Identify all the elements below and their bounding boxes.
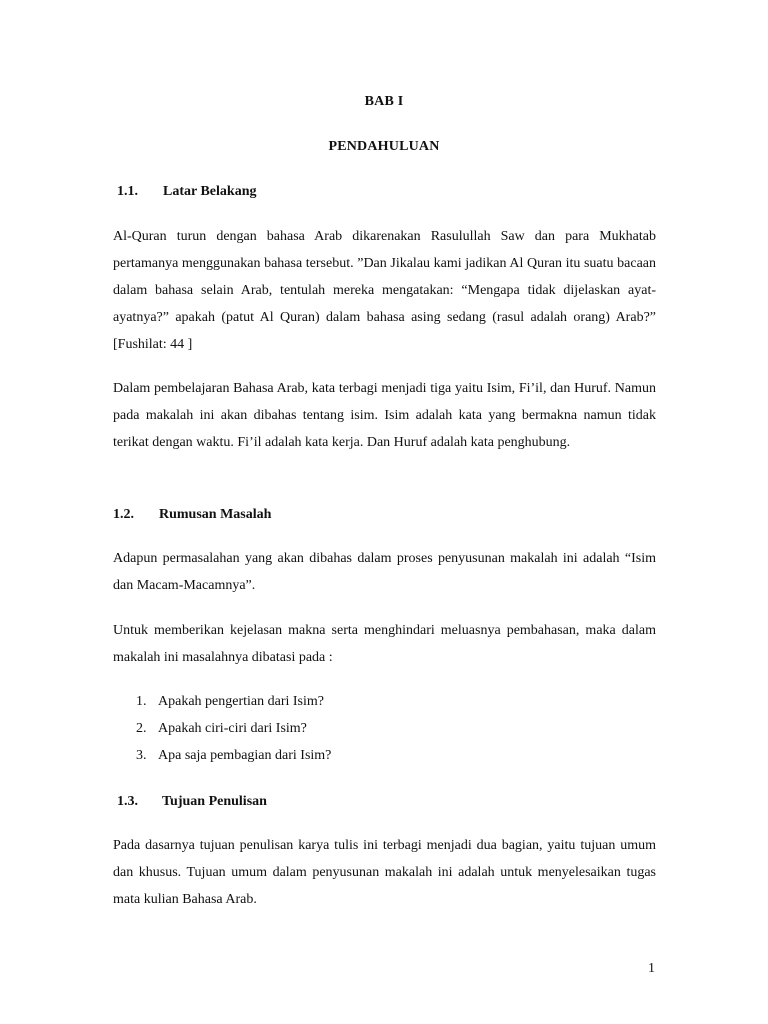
list-item-number: 2. bbox=[136, 721, 147, 736]
paragraph-rumusan-masalah-2: Untuk memberikan kejelasan makna serta menghindari meluasnya pembahasan, maka dalam makalah ini masalahnya dibatasi pada : bbox=[113, 623, 656, 665]
list-item-text: Apa saja pembagian dari Isim? bbox=[158, 748, 332, 763]
chapter-title: PENDAHULUAN bbox=[328, 139, 440, 154]
section-number: 1.1. bbox=[117, 184, 138, 199]
list-item-number: 3. bbox=[136, 748, 147, 763]
paragraph-rumusan-masalah-1: Adapun permasalahan yang akan dibahas dalam proses penyusunan makalah ini adalah “Isim dan Macam-Macamnya”. bbox=[113, 551, 656, 593]
list-item-text: Apakah pengertian dari Isim? bbox=[158, 694, 324, 709]
list-item-text: Apakah ciri-ciri dari Isim? bbox=[158, 721, 307, 736]
section-heading-tujuan-penulisan bbox=[117, 794, 267, 810]
section-heading-rumusan-masalah bbox=[113, 507, 271, 523]
list-item-number: 1. bbox=[136, 694, 147, 709]
section-title: Rumusan Masalah bbox=[159, 507, 272, 522]
chapter-label: BAB I bbox=[364, 94, 404, 109]
section-number: 1.2. bbox=[113, 507, 134, 522]
section-title: Tujuan Penulisan bbox=[162, 794, 267, 809]
paragraph-latar-belakang-2: Dalam pembelajaran Bahasa Arab, kata terbagi menjadi tiga yaitu Isim, Fi’il, dan Huruf. Namun pada makalah ini akan dibahas tentang isim. Isim adalah kata yang bermakna namun tidak terikat dengan waktu. Fi’il adalah kata kerja. Dan Huruf adalah kata penghubung. bbox=[113, 381, 656, 450]
paragraph-tujuan-penulisan-1: Pada dasarnya tujuan penulisan karya tulis ini terbagi menjadi dua bagian, yaitu tujuan umum dan khusus. Tujuan umum dalam penyusunan makalah ini adalah untuk menyelesaikan tugas mata kulian Bahasa Arab. bbox=[113, 838, 656, 907]
problem-list bbox=[136, 692, 331, 773]
paragraph-latar-belakang-1: Al-Quran turun dengan bahasa Arab dikarenakan Rasulullah Saw dan para Mukhatab pertamanya menggunakan bahasa tersebut. ”Dan Jikalau kami jadikan Al Quran itu suatu bacaan dalam bahasa selain Arab, tentulah mereka mengatakan: “Mengapa tidak dijelaskan ayat-ayatnya?” apakah (patut Al Quran) dalam bahasa asing sedang (rasul adalah orang) Arab?” [Fushilat: 44 ] bbox=[113, 229, 656, 352]
list-item bbox=[136, 692, 331, 719]
list-item bbox=[136, 746, 331, 773]
list-item bbox=[136, 719, 331, 746]
section-title: Latar Belakang bbox=[163, 184, 257, 199]
section-number: 1.3. bbox=[117, 794, 138, 809]
page-number: 1 bbox=[648, 961, 655, 976]
section-heading-latar-belakang bbox=[117, 184, 256, 200]
